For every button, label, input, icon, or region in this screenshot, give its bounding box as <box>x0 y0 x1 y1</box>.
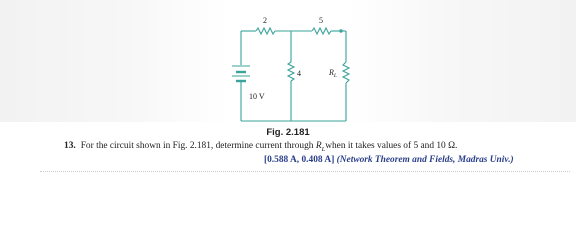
problem-var <box>316 141 325 151</box>
terminal-dot <box>339 29 342 32</box>
problem-var-main: R <box>315 141 322 151</box>
problem-text-before: For the circuit shown in Fig. 2.181, determine current through <box>80 141 314 151</box>
figure-caption: Fig. 2.181 <box>266 127 310 138</box>
label-r2: 2 <box>263 16 267 25</box>
resistor-4-icon <box>288 62 294 81</box>
answer-line <box>264 155 514 165</box>
cut-off-next-line <box>40 171 570 180</box>
problem-number: 13. <box>64 141 76 151</box>
problem-statement <box>64 141 574 153</box>
problem-var-sub: L <box>321 145 326 153</box>
battery-icon <box>232 66 250 81</box>
label-source: 10 V <box>249 92 265 101</box>
problem-text-after: when it takes values of 5 and 10 Ω. <box>325 141 458 151</box>
label-load-main: R <box>329 68 334 77</box>
label-r5: 5 <box>319 16 323 25</box>
label-r4: 4 <box>297 69 301 78</box>
label-load-sub: L <box>333 73 337 79</box>
label-load <box>328 68 337 79</box>
load-resistor-icon <box>343 62 349 83</box>
resistor-5-icon <box>312 28 331 34</box>
resistor-2-icon <box>256 28 275 34</box>
answer-source: (Network Theorem and Fields, Madras Univ.) <box>336 155 514 165</box>
answer-values: [0.588 A, 0.408 A] <box>264 155 335 165</box>
